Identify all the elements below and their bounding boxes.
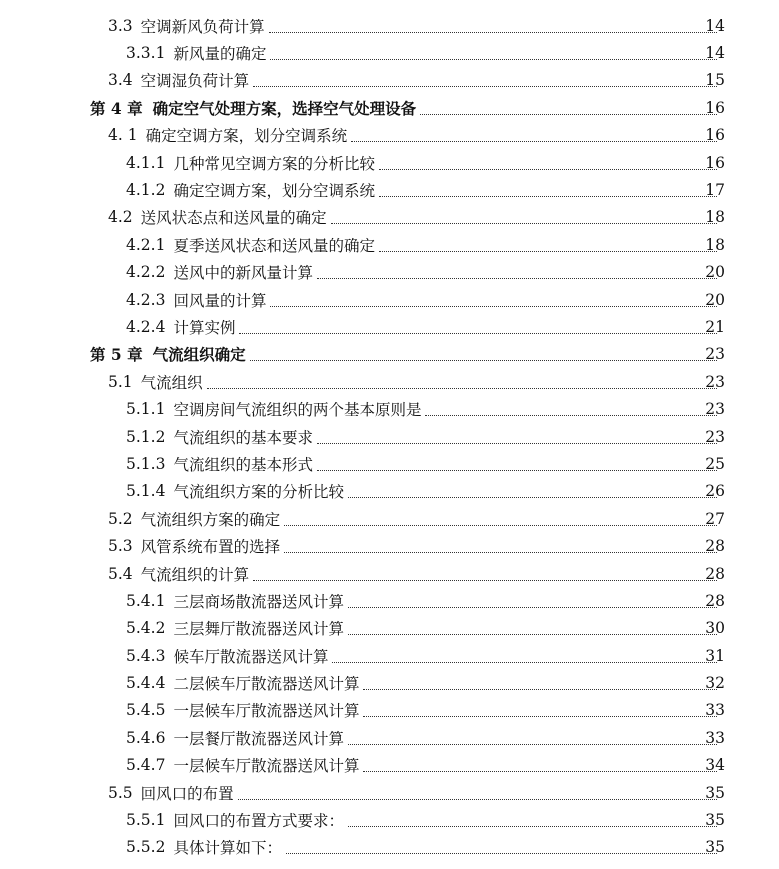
toc-entry[interactable] xyxy=(0,615,779,642)
toc-entry-title: 确定空调方案，划分空调系统 xyxy=(145,127,348,146)
toc-entry-page-number: 35 xyxy=(705,783,725,802)
toc-entry[interactable] xyxy=(0,560,779,587)
dot-leader xyxy=(420,113,717,115)
dot-leader xyxy=(348,825,717,827)
toc-entry-title: 确定空调方案，划分空调系统 xyxy=(173,182,375,201)
dot-leader xyxy=(331,222,717,224)
dot-leader xyxy=(317,469,717,471)
toc-entry-number: 5.5 xyxy=(108,783,133,802)
toc-entry-page-number: 16 xyxy=(705,98,725,117)
toc-entry-number: 5.4.2 xyxy=(126,619,166,638)
dot-leader xyxy=(348,606,717,608)
toc-entry-number: 5.1.3 xyxy=(126,454,166,473)
toc-entry-title: 气流组织方案的分析比较 xyxy=(173,483,344,502)
toc-entry[interactable] xyxy=(0,368,779,395)
toc-entry-page-number: 28 xyxy=(705,537,725,556)
toc-entry-number: 5.5.1 xyxy=(126,811,166,830)
toc-entry[interactable] xyxy=(0,39,779,66)
toc-entry-title: 三层商场散流器送风计算 xyxy=(173,592,344,611)
dot-leader xyxy=(207,387,717,389)
toc-entry-title: 计算实例 xyxy=(173,318,236,337)
toc-entry-title: 送风状态点和送风量的确定 xyxy=(140,209,327,228)
toc-entry-title: 一层餐厅散流器送风计算 xyxy=(173,729,344,748)
dot-leader xyxy=(332,661,717,663)
toc-entry-page-number: 33 xyxy=(705,701,725,720)
toc-entry-page-number: 23 xyxy=(705,345,725,364)
toc-entry-title: 气流组织确定 xyxy=(152,345,246,365)
toc-entry-number: 4.2.2 xyxy=(126,263,166,282)
toc-entry-number: 4.2 xyxy=(108,208,133,227)
toc-entry[interactable] xyxy=(0,259,779,286)
dot-leader xyxy=(379,195,717,197)
dot-leader xyxy=(348,743,717,745)
toc-entry-number: 4.2.4 xyxy=(126,317,166,336)
toc-entry[interactable] xyxy=(0,752,779,779)
toc-entry[interactable] xyxy=(0,724,779,751)
toc-entry-title: 空调新风负荷计算 xyxy=(140,17,265,36)
toc-entry[interactable] xyxy=(0,587,779,614)
toc-entry[interactable] xyxy=(0,122,779,149)
toc-entry-page-number: 21 xyxy=(705,317,725,336)
toc-entry-number: 3.4 xyxy=(108,71,133,90)
toc-entry[interactable] xyxy=(0,779,779,806)
toc-entry[interactable] xyxy=(0,149,779,176)
toc-entry-title: 二层候车厅散流器送风计算 xyxy=(173,675,360,694)
toc-entry-title: 一层候车厅散流器送风计算 xyxy=(173,757,360,776)
toc-entry[interactable] xyxy=(0,286,779,313)
toc-entry-number: 4.2.1 xyxy=(126,235,166,254)
toc-entry[interactable] xyxy=(0,505,779,532)
toc-entry-page-number: 23 xyxy=(705,372,725,391)
toc-entry-title: 具体计算如下： xyxy=(173,839,282,858)
toc-entry-number: 5.5.2 xyxy=(126,838,166,857)
dot-leader xyxy=(348,633,717,635)
toc-entry[interactable] xyxy=(0,642,779,669)
toc-entry-number: 5.1.1 xyxy=(126,400,166,419)
toc-entry-number: 5.4 xyxy=(108,564,133,583)
toc-entry-title: 三层舞厅散流器送风计算 xyxy=(173,620,344,639)
toc-entry-title: 空调房间气流组织的两个基本原则是 xyxy=(173,401,422,420)
toc-entry[interactable] xyxy=(0,669,779,696)
toc-entry-title: 新风量的确定 xyxy=(173,45,267,64)
toc-entry-number: 3.3 xyxy=(108,16,133,35)
dot-leader xyxy=(269,31,717,33)
toc-entry-title: 一层候车厅散流器送风计算 xyxy=(173,702,360,721)
toc-entry-page-number: 33 xyxy=(705,728,725,747)
toc-entry[interactable] xyxy=(0,341,779,368)
toc-entry-title: 候车厅散流器送风计算 xyxy=(173,647,329,666)
toc-entry-page-number: 28 xyxy=(705,564,725,583)
toc-entry-page-number: 27 xyxy=(705,509,725,528)
toc-entry-title: 回风口的布置 xyxy=(140,784,234,803)
toc-entry-page-number: 30 xyxy=(705,619,725,638)
dot-leader xyxy=(363,770,717,772)
toc-entry-title: 气流组织方案的确定 xyxy=(140,510,281,529)
toc-entry-number: 4.1.2 xyxy=(126,181,166,200)
toc-entry-page-number: 34 xyxy=(705,756,725,775)
dot-leader xyxy=(284,551,717,553)
dot-leader xyxy=(253,579,717,581)
toc-entry-number: 4. 1 xyxy=(108,126,138,145)
toc-entry-number: 5.2 xyxy=(108,509,133,528)
toc-entry-page-number: 16 xyxy=(705,126,725,145)
toc-entry-page-number: 14 xyxy=(705,44,725,63)
toc-entry-number: 4.1.1 xyxy=(126,153,166,172)
toc-entry[interactable] xyxy=(0,94,779,121)
toc-entry-page-number: 14 xyxy=(705,16,725,35)
toc-entry-number: 3.3.1 xyxy=(126,44,166,63)
dot-leader xyxy=(239,332,717,334)
toc-entry-number: 5.3 xyxy=(108,537,133,556)
toc-entry-page-number: 23 xyxy=(705,400,725,419)
toc-entry[interactable] xyxy=(0,204,779,231)
toc-entry[interactable] xyxy=(0,231,779,258)
toc-entry-page-number: 28 xyxy=(705,591,725,610)
dot-leader xyxy=(425,414,717,416)
toc-entry[interactable] xyxy=(0,12,779,39)
toc-entry-page-number: 20 xyxy=(705,290,725,309)
toc-entry-number: 5.4.4 xyxy=(126,674,166,693)
dot-leader xyxy=(363,688,717,690)
toc-entry-page-number: 26 xyxy=(705,482,725,501)
dot-leader xyxy=(270,58,717,60)
toc-entry-number: 第 5 章 xyxy=(90,345,143,365)
toc-entry-page-number: 32 xyxy=(705,674,725,693)
toc-entry[interactable] xyxy=(0,313,779,340)
toc-entry-page-number: 25 xyxy=(705,454,725,473)
toc-entry-page-number: 18 xyxy=(705,235,725,254)
toc-entry-title: 回风口的布置方式要求： xyxy=(173,812,344,831)
toc-entry-title: 气流组织 xyxy=(140,373,203,392)
toc-entry-number: 5.1 xyxy=(108,372,133,391)
toc-entry[interactable] xyxy=(0,697,779,724)
toc-entry-page-number: 15 xyxy=(705,71,725,90)
dot-leader xyxy=(253,85,717,87)
dot-leader xyxy=(379,250,717,252)
dot-leader xyxy=(250,359,717,361)
toc-entry-title: 回风量的计算 xyxy=(173,291,267,310)
dot-leader xyxy=(284,524,717,526)
dot-leader xyxy=(317,277,717,279)
toc-entry-number: 4.2.3 xyxy=(126,290,166,309)
toc-entry-page-number: 16 xyxy=(705,153,725,172)
dot-leader xyxy=(286,852,717,854)
toc-entry-number: 5.4.7 xyxy=(126,756,166,775)
toc-entry[interactable] xyxy=(0,67,779,94)
dot-leader xyxy=(379,168,717,170)
dot-leader xyxy=(351,140,717,142)
toc-entry-number: 5.4.6 xyxy=(126,728,166,747)
toc-entry-title: 风管系统布置的选择 xyxy=(140,538,281,557)
toc-entry-title: 空调湿负荷计算 xyxy=(140,72,250,91)
dot-leader xyxy=(317,442,717,444)
toc-entry-page-number: 35 xyxy=(705,838,725,857)
toc-entry-page-number: 20 xyxy=(705,263,725,282)
table-of-contents xyxy=(0,12,779,861)
toc-entry-title: 几种常见空调方案的分析比较 xyxy=(173,154,375,173)
toc-entry[interactable] xyxy=(0,834,779,861)
toc-entry-title: 送风中的新风量计算 xyxy=(173,264,313,283)
toc-entry[interactable] xyxy=(0,806,779,833)
toc-entry-page-number: 17 xyxy=(705,181,725,200)
toc-entry[interactable] xyxy=(0,478,779,505)
dot-leader xyxy=(238,798,717,800)
toc-entry-number: 5.1.2 xyxy=(126,427,166,446)
toc-entry-number: 5.4.5 xyxy=(126,701,166,720)
toc-entry-page-number: 31 xyxy=(705,646,725,665)
toc-entry[interactable] xyxy=(0,450,779,477)
dot-leader xyxy=(270,305,717,307)
toc-entry-number: 5.4.3 xyxy=(126,646,166,665)
dot-leader xyxy=(363,715,717,717)
toc-entry-title: 气流组织的基本要求 xyxy=(173,428,313,447)
toc-entry-title: 气流组织的计算 xyxy=(140,565,250,584)
toc-entry[interactable] xyxy=(0,395,779,422)
toc-entry-number: 5.4.1 xyxy=(126,591,166,610)
toc-entry-number: 5.1.4 xyxy=(126,482,166,501)
toc-entry-page-number: 23 xyxy=(705,427,725,446)
toc-entry-page-number: 18 xyxy=(705,208,725,227)
dot-leader xyxy=(348,496,717,498)
toc-entry[interactable] xyxy=(0,532,779,559)
toc-entry[interactable] xyxy=(0,423,779,450)
toc-entry[interactable] xyxy=(0,176,779,203)
toc-entry-title: 确定空气处理方案，选择空气处理设备 xyxy=(152,98,417,118)
toc-entry-page-number: 35 xyxy=(705,811,725,830)
toc-entry-title: 夏季送风状态和送风量的确定 xyxy=(173,236,375,255)
toc-entry-number: 第 4 章 xyxy=(90,98,143,118)
toc-entry-title: 气流组织的基本形式 xyxy=(173,455,313,474)
